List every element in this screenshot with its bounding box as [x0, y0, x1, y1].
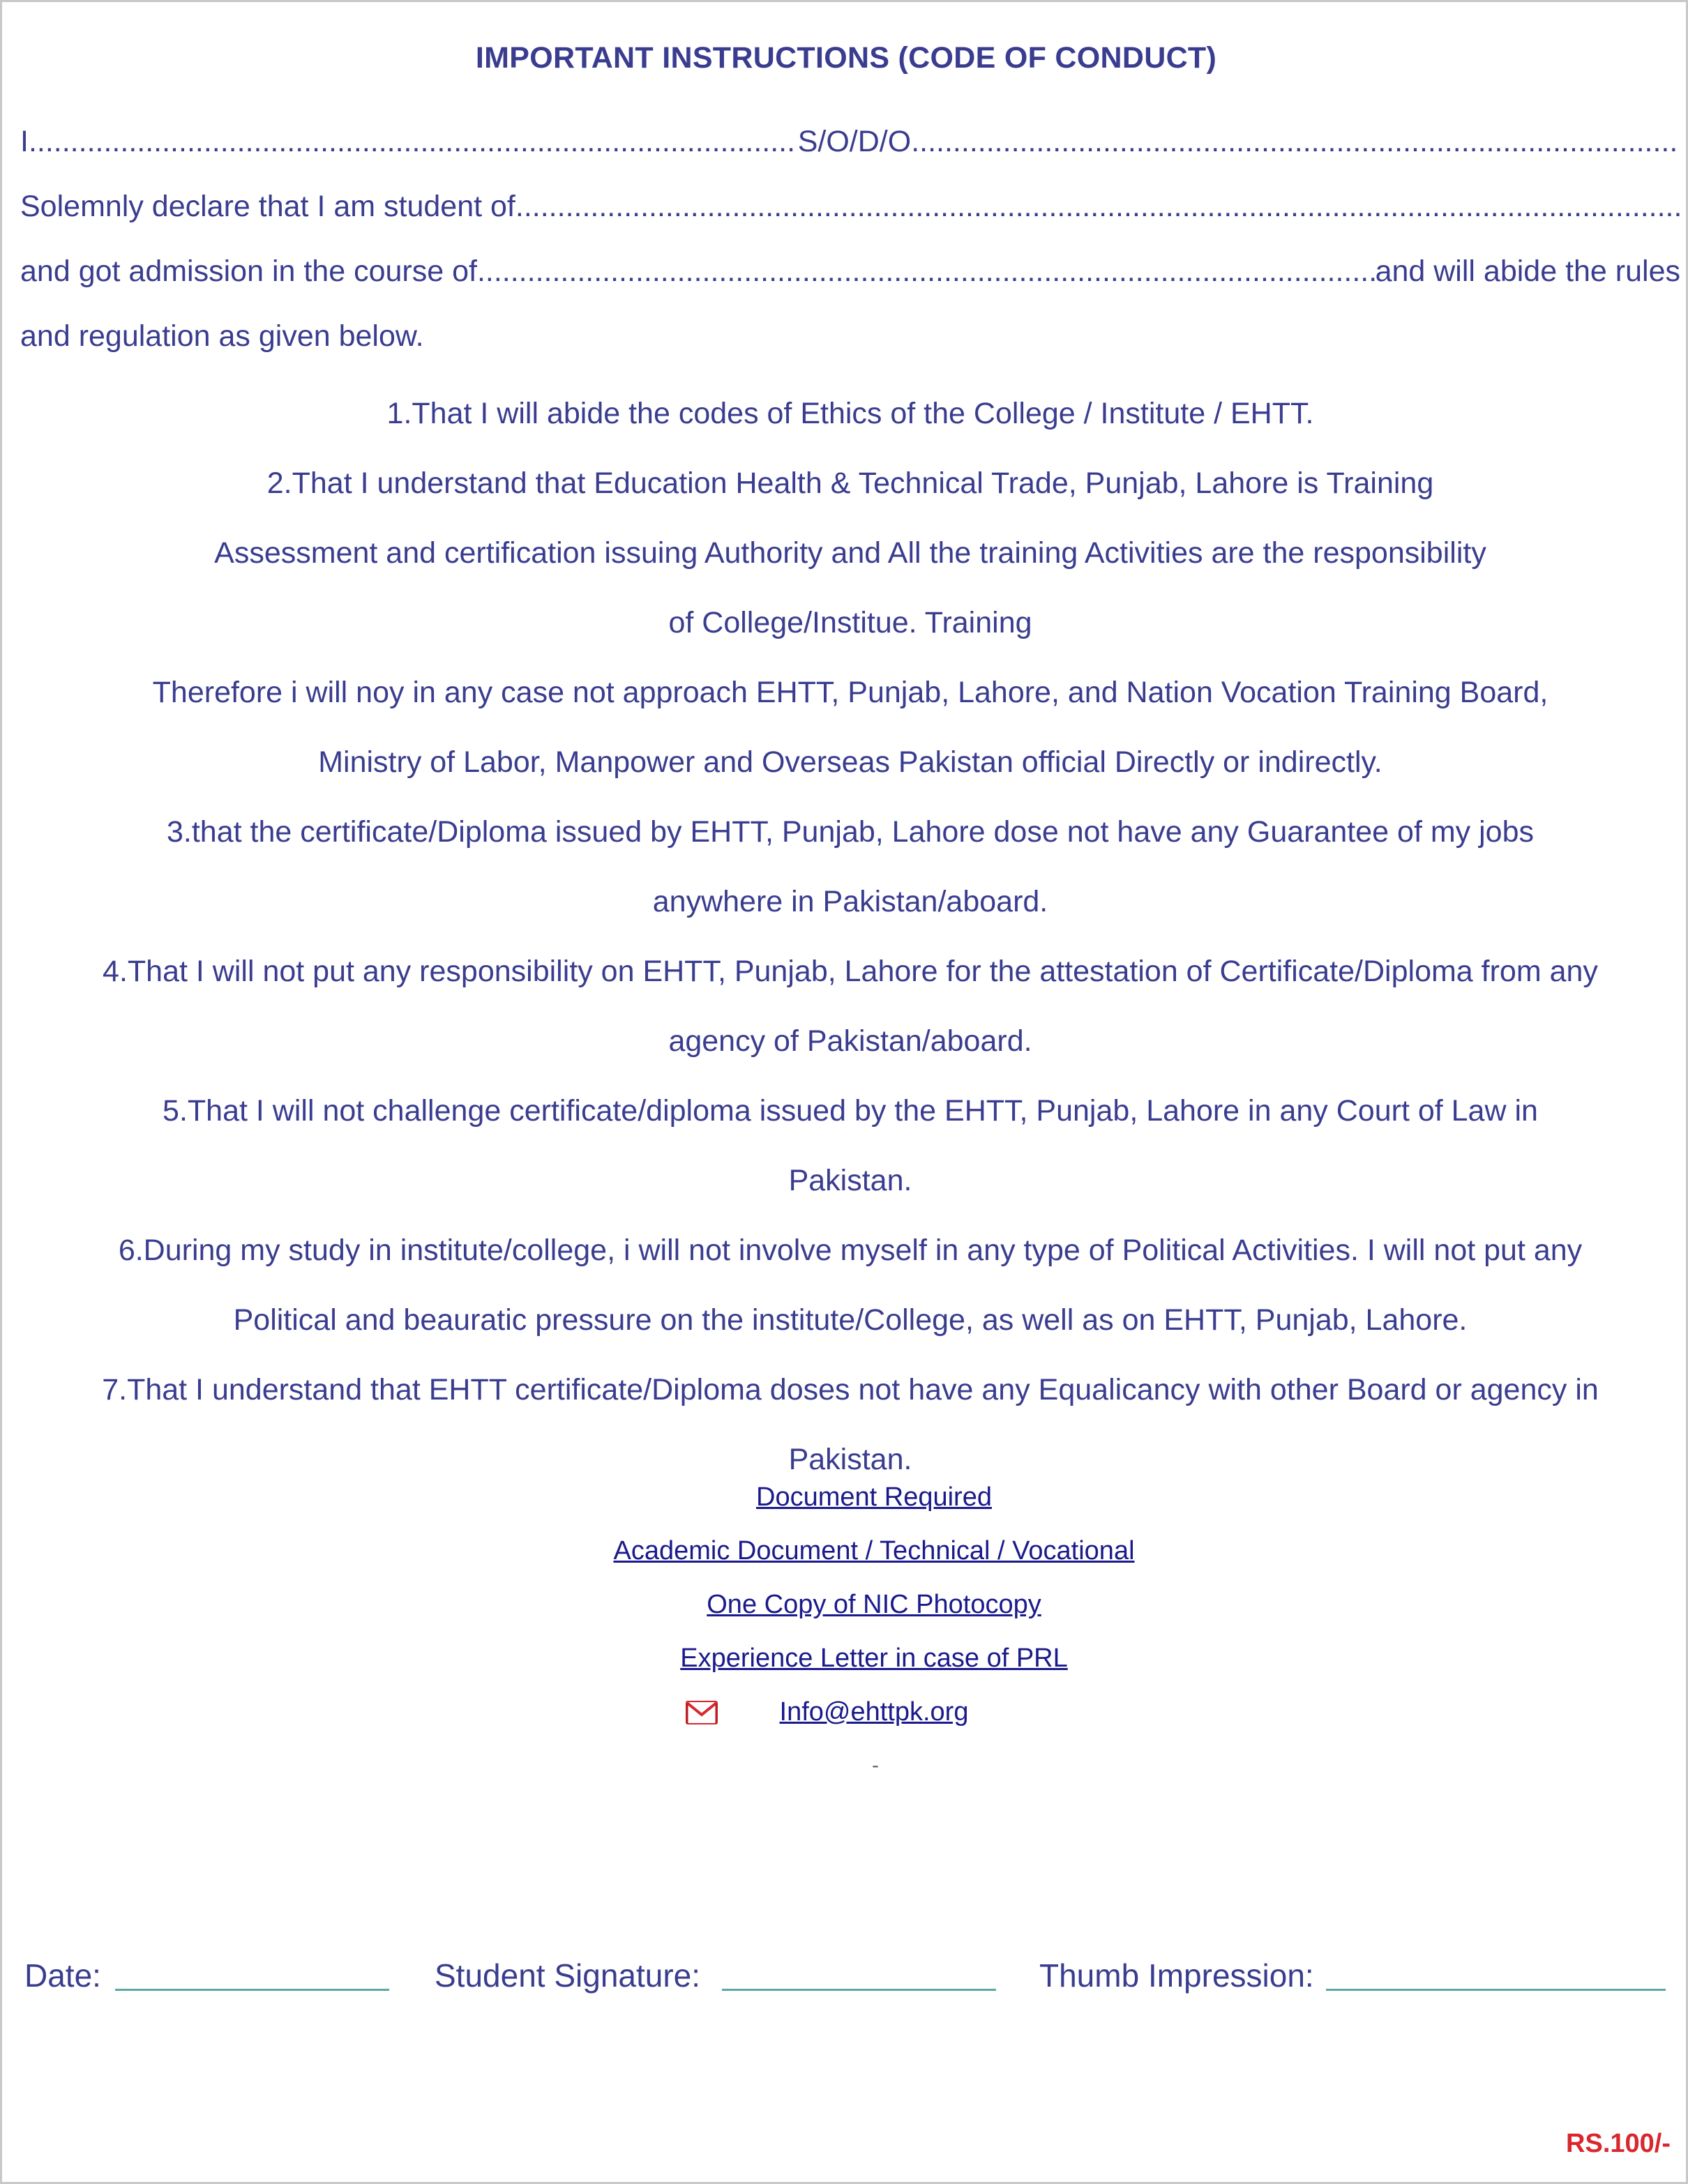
clauses-list	[20, 379, 1680, 1494]
clause-line: 1.That I will abide the codes of Ethics of the College / Institute / EHTT.	[386, 397, 1314, 430]
declaration-line-institute	[20, 187, 1680, 226]
name-blank-field[interactable]	[29, 122, 798, 161]
sodo-label: S/O/D/O	[797, 125, 912, 158]
price-label: RS.100/-	[1566, 2129, 1671, 2158]
clause-line: agency of Pakistan/aboard.	[668, 1024, 1032, 1058]
declaration-course-label: and got admission in the course of	[20, 255, 477, 288]
course-blank-field[interactable]	[477, 252, 1376, 291]
document-item-experience[interactable]: Experience Letter in case of PRL	[680, 1644, 1068, 1673]
student-signature-label: Student Signature:	[435, 1957, 701, 1994]
document-item-nic[interactable]: One Copy of NIC Photocopy	[707, 1590, 1041, 1619]
thumb-impression-field-line[interactable]	[1326, 1989, 1666, 1991]
clause-line: 3.that the certificate/Diploma issued by EHTT, Punjab, Lahore dose not have any Guarantee of my jobs	[167, 815, 1534, 849]
declaration-student-label: Solemnly declare that I am student of	[20, 190, 515, 223]
mail-icon	[686, 1701, 718, 1724]
declaration-line-course	[20, 252, 1680, 291]
date-field-line[interactable]	[115, 1989, 389, 1991]
date-label: Date:	[24, 1957, 101, 1994]
clause-line: 2.That I understand that Education Health & Technical Trade, Punjab, Lahore is Training	[266, 467, 1434, 500]
student-signature-field-line[interactable]	[722, 1989, 996, 1991]
email-link[interactable]: Info@ehttpk.org	[779, 1697, 969, 1727]
thumb-impression-label: Thumb Impression:	[1039, 1957, 1314, 1994]
declaration-line-regulation: and regulation as given below.	[20, 319, 424, 353]
documents-heading-link[interactable]: Document Required	[756, 1482, 992, 1512]
guardian-blank-field[interactable]	[911, 122, 1680, 161]
page-title: IMPORTANT INSTRUCTIONS (CODE OF CONDUCT)	[475, 41, 1217, 75]
clause-line: Ministry of Labor, Manpower and Overseas Pakistan official Directly or indirectly.	[318, 745, 1382, 779]
declaration-abide-label: and will abide the rules	[1375, 255, 1680, 288]
clause-line: anywhere in Pakistan/aboard.	[652, 885, 1048, 918]
signature-row	[24, 1957, 1678, 1999]
clause-line: Assessment and certification issuing Authority and All the training Activities are the responsibility	[214, 536, 1486, 570]
clause-line: Pakistan.	[788, 1443, 912, 1476]
documents-required	[2, 1471, 1688, 1739]
clause-line: Political and beauratic pressure on the institute/College, as well as on EHTT, Punjab, Lahore.	[233, 1303, 1468, 1337]
institute-blank-field[interactable]	[515, 187, 1680, 226]
clause-line: Pakistan.	[788, 1164, 912, 1197]
email-row	[2, 1685, 1688, 1739]
clause-line: Therefore i will noy in any case not approach EHTT, Punjab, Lahore, and Nation Vocation Training Board,	[152, 676, 1548, 709]
clause-line: 7.That I understand that EHTT certificate/Diploma doses not have any Equalicancy with other Board or agency in	[102, 1373, 1599, 1406]
clause-line: 5.That I will not challenge certificate/diploma issued by the EHTT, Punjab, Lahore in any Court of Law in	[163, 1094, 1538, 1128]
separator-dash: -	[872, 1754, 879, 1777]
declaration-i-label: I	[20, 125, 29, 158]
declaration-line-name	[20, 122, 1680, 161]
clause-line: 4.That I will not put any responsibility on EHTT, Punjab, Lahore for the attestation of Certificate/Diploma from any	[103, 955, 1598, 988]
clause-line: 6.During my study in institute/college, i will not involve myself in any type of Political Activities. I will not put any	[118, 1234, 1583, 1267]
document-item-academic[interactable]: Academic Document / Technical / Vocational	[613, 1536, 1135, 1565]
clause-line: of College/Institue. Training	[668, 606, 1032, 639]
